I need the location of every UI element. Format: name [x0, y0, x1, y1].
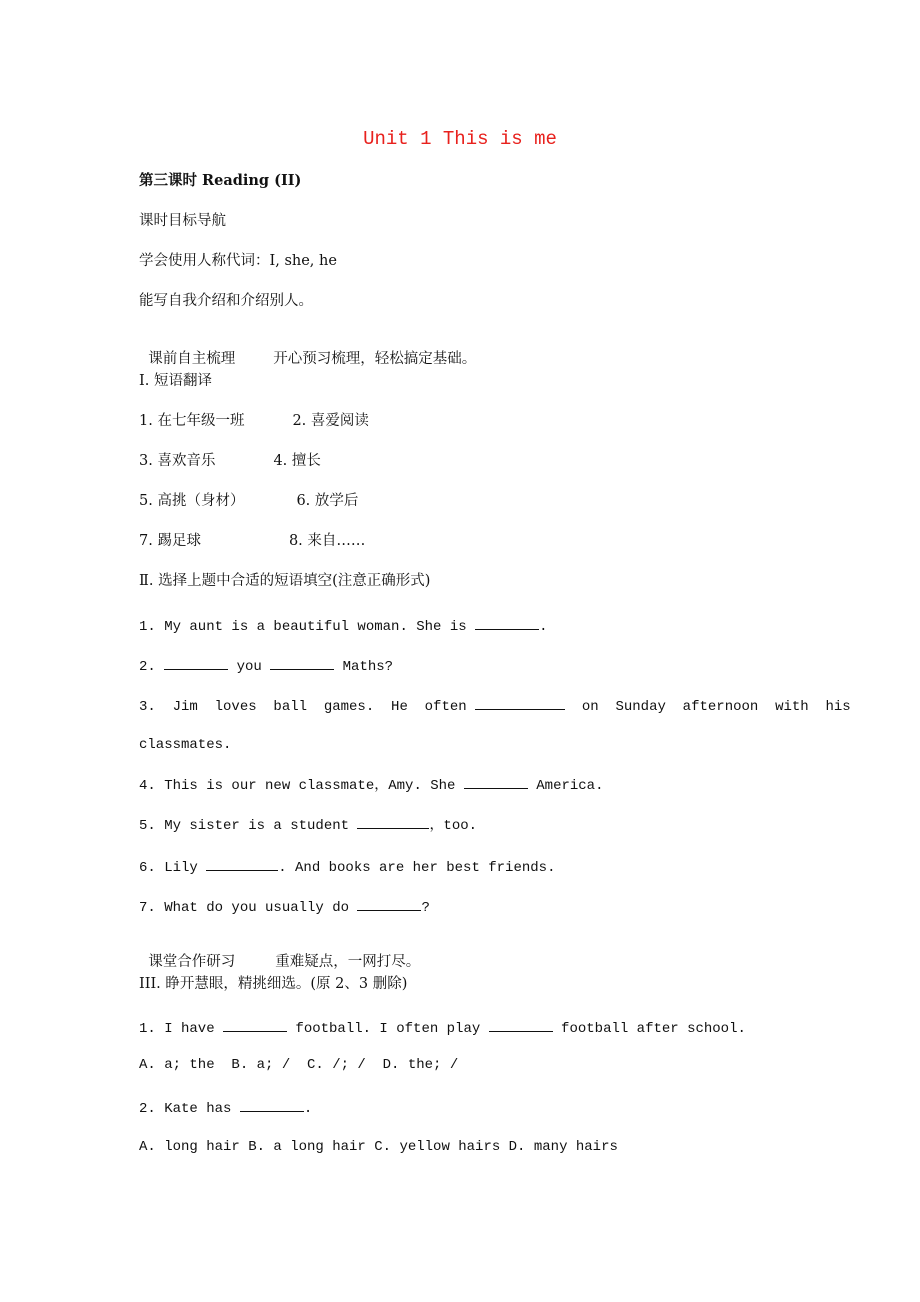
answer-blank[interactable] — [475, 696, 565, 710]
goal-2: 能写自我介绍和介绍别人。 — [139, 293, 313, 309]
answer-blank[interactable] — [164, 656, 228, 670]
fill-question-5: 5. My sister is a student ，too. — [139, 815, 477, 835]
fill-question-2: 2. you Maths? — [139, 656, 393, 676]
answer-blank[interactable] — [270, 656, 334, 670]
answer-blank[interactable] — [206, 857, 278, 871]
phrase-item: 7. 踢足球 — [139, 533, 201, 549]
answer-blank[interactable] — [464, 775, 528, 789]
classwork-label: 课堂合作研习 — [148, 954, 236, 970]
fill-question-7: 7. What do you usually do ? — [139, 897, 430, 917]
classwork-slogan: 重难疑点，一网打尽。 — [275, 954, 421, 970]
preview-slogan: 开心预习梳理，轻松搞定基础。 — [273, 351, 477, 367]
fill-question-1: 1. My aunt is a beautiful woman. She is . — [139, 616, 547, 636]
phrase-item: 1. 在七年级一班 — [139, 413, 245, 429]
phrase-item: 8. 来自…… — [288, 533, 366, 549]
fill-question-3-cont: classmates. — [139, 737, 232, 753]
preview-label: 课前自主梳理 — [148, 351, 236, 367]
phrase-row — [139, 492, 358, 510]
goals-header: 课时目标导航 — [139, 213, 226, 229]
choice-options-1: A. a; the B. a; / C. /; / D. the; / — [139, 1057, 459, 1073]
answer-blank[interactable] — [223, 1018, 287, 1032]
answer-blank[interactable] — [357, 897, 421, 911]
section3-heading: III. 睁开慧眼，精挑细选。(原 2、3 删除) — [139, 976, 408, 992]
fill-question-6: 6. Lily . And books are her best friends. — [139, 857, 555, 877]
phrase-item: 6. 放学后 — [296, 493, 359, 509]
phrase-item: 3. 喜欢音乐 — [139, 453, 216, 469]
choice-question-2: 2. Kate has . — [139, 1098, 312, 1118]
answer-blank[interactable] — [357, 815, 429, 829]
section2-heading: Ⅱ. 选择上题中合适的短语填空(注意正确形式) — [139, 573, 431, 589]
section1-heading: Ⅰ. 短语翻译 — [139, 373, 212, 389]
phrase-item: 4. 擅长 — [273, 453, 321, 469]
answer-blank[interactable] — [240, 1098, 304, 1112]
page-title: Unit 1 This is me — [363, 128, 557, 150]
fill-question-3: 3. Jim loves ball games. He often on Sunday afternoon with his — [139, 696, 851, 716]
fill-question-4: 4. This is our new classmate，Amy. She America. — [139, 775, 603, 795]
phrase-item: 5. 高挑（身材） — [139, 493, 245, 509]
phrase-row — [139, 412, 369, 430]
phrase-row — [139, 532, 365, 550]
preview-row — [139, 332, 476, 368]
answer-blank[interactable] — [475, 616, 539, 630]
classwork-row — [139, 935, 420, 971]
lesson-subtitle: 第三课时 Reading (II) — [139, 172, 302, 189]
goal-1: 学会使用人称代词：I, she, he — [139, 253, 337, 269]
answer-blank[interactable] — [489, 1018, 553, 1032]
phrase-item: 2. 喜爱阅读 — [292, 413, 369, 429]
phrase-row — [139, 452, 321, 470]
choice-question-1: 1. I have football. I often play football after school. — [139, 1018, 746, 1038]
choice-options-2: A. long hair B. a long hair C. yellow hairs D. many hairs — [139, 1139, 618, 1155]
